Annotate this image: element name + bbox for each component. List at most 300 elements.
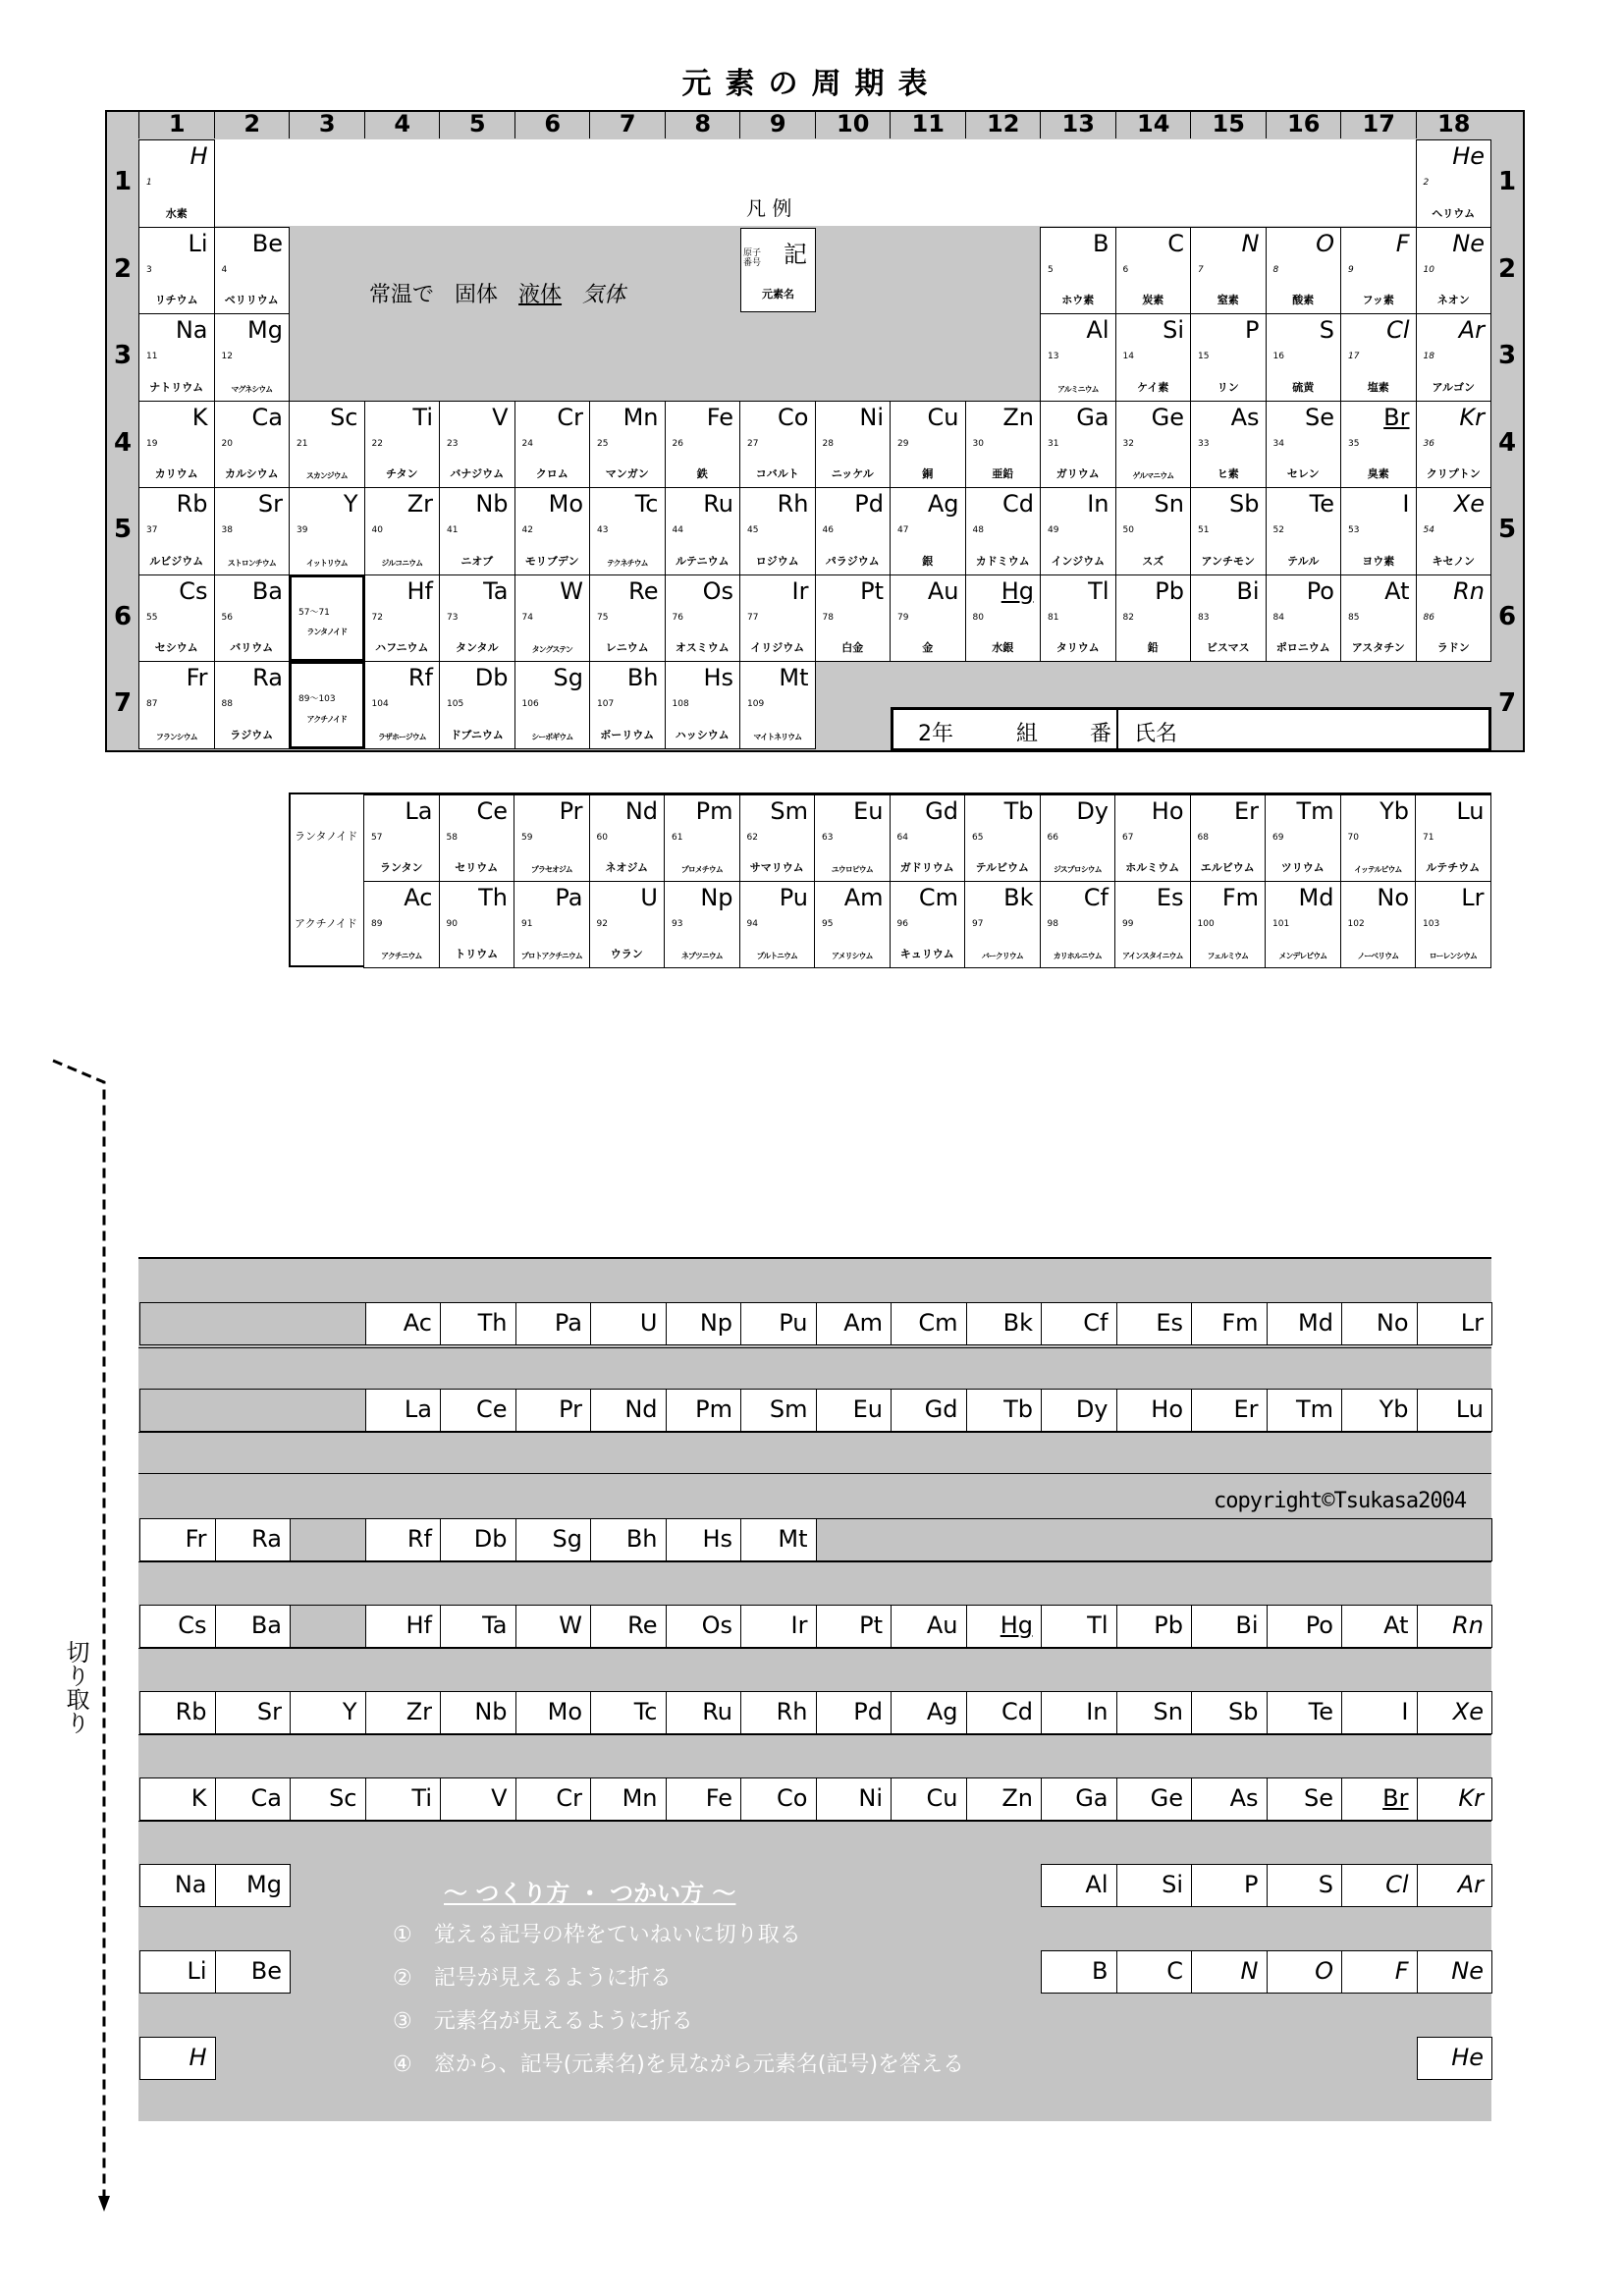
- element-symbol: Cu: [927, 403, 959, 431]
- cutout-symbol: Rh: [776, 1698, 808, 1725]
- cutout-cell-Sb[interactable]: [1191, 1691, 1268, 1734]
- cutout-cell-Cf[interactable]: [1041, 1302, 1117, 1345]
- cutout-cell-Cl[interactable]: [1341, 1864, 1418, 1907]
- element-cell-H: [138, 139, 215, 228]
- cutout-cell-P[interactable]: [1191, 1864, 1268, 1907]
- element-symbol: Tm: [1296, 797, 1334, 825]
- element-cell-Xe: [1416, 487, 1492, 575]
- atomic-number: 26: [672, 438, 683, 449]
- cutout-symbol: Y: [342, 1698, 357, 1725]
- element-name: ランタン: [379, 861, 423, 874]
- cutout-cell-Ir[interactable]: [740, 1605, 817, 1648]
- atomic-number: 34: [1272, 438, 1284, 449]
- cutout-cell-Sg[interactable]: [515, 1518, 592, 1561]
- element-name: ベリリウム: [224, 294, 279, 306]
- element-cell-アクチノイド: [289, 661, 365, 749]
- atomic-number: 65: [972, 833, 984, 843]
- element-name: ジスプロシウム: [1053, 865, 1102, 874]
- element-name: イッテルビウム: [1354, 865, 1402, 874]
- name-box[interactable]: [891, 707, 1491, 751]
- cutout-cell-W[interactable]: [515, 1605, 592, 1648]
- cutout-cell-As[interactable]: [1191, 1777, 1268, 1821]
- cutout-cell-Hg[interactable]: [966, 1605, 1043, 1648]
- cutout-cell-O[interactable]: [1267, 1950, 1343, 1994]
- atomic-number: 61: [672, 833, 683, 843]
- atomic-number: 86: [1423, 612, 1434, 623]
- cutout-cell-I[interactable]: [1341, 1691, 1418, 1734]
- element-name: コバルト: [755, 467, 799, 480]
- cutout-cell-Rf[interactable]: [365, 1518, 442, 1561]
- cutout-cell-Co[interactable]: [740, 1777, 817, 1821]
- cutout-cell-Cd[interactable]: [966, 1691, 1043, 1734]
- element-symbol: Cr: [557, 403, 583, 431]
- element-name: ポロニウム: [1275, 641, 1330, 654]
- cutout-cell-Ba[interactable]: [215, 1605, 292, 1648]
- element-name: スカンジウム: [305, 471, 348, 480]
- element-symbol: La: [405, 797, 433, 825]
- element-cell-Li: [138, 227, 215, 315]
- element-symbol: S: [1319, 316, 1334, 344]
- element-name: キセノン: [1432, 554, 1475, 568]
- instructions-heading: ～ つくり方 ・ つかい方 ～: [444, 1880, 736, 1907]
- element-name: ドブニウム: [450, 728, 504, 741]
- f-element-cell-Pu: [739, 881, 816, 968]
- cutout-cell-Ru[interactable]: [666, 1691, 742, 1734]
- atomic-number: 57: [371, 833, 383, 843]
- atomic-number: 108: [672, 699, 689, 709]
- element-cell-Re: [589, 574, 666, 663]
- group-header-13: 13: [1040, 110, 1116, 138]
- f-element-cell-U: [589, 881, 666, 968]
- sheet-divider: [138, 1648, 1491, 1649]
- atomic-number: 22: [371, 438, 383, 449]
- cutout-cell-Ge[interactable]: [1116, 1777, 1193, 1821]
- element-symbol: Mt: [779, 664, 809, 691]
- atomic-number: 14: [1122, 352, 1134, 361]
- element-cell-Ti: [364, 401, 441, 489]
- cutout-cell-K[interactable]: [139, 1777, 216, 1821]
- element-symbol: Sc: [330, 403, 358, 431]
- element-name: ジルコニウム: [381, 558, 423, 568]
- element-cell-Bh: [589, 661, 666, 749]
- atomic-number: 102: [1347, 919, 1365, 929]
- cutout-cell-Cu[interactable]: [891, 1777, 967, 1821]
- atomic-number: 58: [446, 833, 458, 843]
- element-cell-Ba: [214, 574, 291, 663]
- cutout-cell-Fm[interactable]: [1191, 1302, 1268, 1345]
- cutout-cell-S[interactable]: [1267, 1864, 1343, 1907]
- cutout-cell-Tm[interactable]: [1267, 1389, 1343, 1432]
- cutout-cell-Yb[interactable]: [1341, 1389, 1418, 1432]
- cutout-cell-Ca[interactable]: [215, 1777, 292, 1821]
- atomic-number: 47: [897, 525, 909, 535]
- cutout-cell-Th[interactable]: [440, 1302, 516, 1345]
- cutout-cell-Hs[interactable]: [666, 1518, 742, 1561]
- element-name: セリウム: [455, 861, 499, 874]
- cutout-blank: [139, 1389, 366, 1432]
- cutout-cell-Er[interactable]: [1191, 1389, 1268, 1432]
- element-symbol: Sr: [257, 490, 283, 518]
- cutout-cell-Nb[interactable]: [440, 1691, 516, 1734]
- atomic-number: 9: [1348, 264, 1354, 275]
- cutout-symbol: Ni: [858, 1784, 883, 1812]
- element-symbol: V: [492, 403, 509, 431]
- cutout-cell-Tl[interactable]: [1041, 1605, 1117, 1648]
- cutout-cell-Mo[interactable]: [515, 1691, 592, 1734]
- element-symbol: Ac: [404, 884, 433, 911]
- cutout-symbol: Tl: [1087, 1612, 1109, 1639]
- element-name: ネオン: [1436, 294, 1470, 306]
- element-cell-Ni: [815, 401, 892, 489]
- element-symbol: Th: [478, 884, 508, 911]
- cutout-cell-H[interactable]: [139, 2037, 216, 2080]
- cutout-cell-In[interactable]: [1041, 1691, 1117, 1734]
- cutout-cell-Zr[interactable]: [365, 1691, 442, 1734]
- atomic-number: 39: [297, 525, 308, 535]
- f-element-cell-Md: [1265, 881, 1341, 968]
- cutout-cell-Eu[interactable]: [816, 1389, 893, 1432]
- period-header-left-7: 7: [113, 688, 133, 718]
- atomic-number: 60: [596, 833, 608, 843]
- cutout-cell-Pa[interactable]: [515, 1302, 592, 1345]
- element-name: ヘリウム: [1432, 206, 1476, 220]
- element-symbol: Eu: [853, 797, 884, 825]
- element-cell-Cu: [890, 401, 966, 489]
- cutout-symbol: Er: [1233, 1395, 1259, 1423]
- cutout-symbol: Al: [1085, 1871, 1109, 1898]
- cutout-cell-U[interactable]: [590, 1302, 667, 1345]
- atomic-number: 20: [221, 438, 233, 449]
- cutout-cell-Pm[interactable]: [666, 1389, 742, 1432]
- element-cell-Hf: [364, 574, 441, 663]
- element-name: アンチモン: [1201, 554, 1256, 568]
- atomic-number: 74: [521, 612, 533, 623]
- atomic-number: 109: [747, 699, 765, 709]
- cutout-cell-Na[interactable]: [139, 1864, 216, 1907]
- atomic-number: 44: [672, 525, 683, 535]
- element-symbol: H: [189, 142, 208, 170]
- atomic-number: 42: [521, 525, 533, 535]
- cutout-cell-Mn[interactable]: [590, 1777, 667, 1821]
- atomic-number: 49: [1048, 525, 1059, 535]
- element-name: テルル: [1287, 554, 1320, 568]
- cutout-cell-Db[interactable]: [440, 1518, 516, 1561]
- atomic-number: 68: [1197, 833, 1209, 843]
- f-element-cell-Lr: [1415, 881, 1491, 968]
- cutout-cell-Ga[interactable]: [1041, 1777, 1117, 1821]
- element-symbol: Es: [1156, 884, 1184, 911]
- cutout-cell-No[interactable]: [1341, 1302, 1418, 1345]
- cutout-symbol: Os: [701, 1612, 732, 1639]
- element-cell-Os: [665, 574, 741, 663]
- element-symbol: P: [1245, 316, 1260, 344]
- period-header-left-5: 5: [113, 515, 133, 544]
- atomic-number: 30: [972, 438, 984, 449]
- cutout-cell-Xe[interactable]: [1417, 1691, 1493, 1734]
- element-cell-Mo: [514, 487, 591, 575]
- atomic-number: 88: [221, 699, 233, 709]
- cutout-symbol: I: [1401, 1698, 1409, 1725]
- cutout-cell-Ag[interactable]: [891, 1691, 967, 1734]
- cutout-cell-Rn[interactable]: [1417, 1605, 1493, 1648]
- element-cell-K: [138, 401, 215, 489]
- element-cell-Pt: [815, 574, 892, 663]
- cutout-cell-Sr[interactable]: [215, 1691, 292, 1734]
- cutout-symbol: Zr: [406, 1698, 432, 1725]
- cutout-cell-Bk[interactable]: [966, 1302, 1043, 1345]
- element-symbol: Br: [1383, 403, 1410, 431]
- element-cell-Cr: [514, 401, 591, 489]
- cutout-cell-Bh[interactable]: [590, 1518, 667, 1561]
- element-cell-Hs: [665, 661, 741, 749]
- cutout-cell-Ra[interactable]: [215, 1518, 292, 1561]
- element-symbol: Ra: [252, 664, 283, 691]
- element-name: スズ: [1142, 554, 1164, 568]
- atomic-number: 83: [1198, 612, 1210, 623]
- cutout-cell-Pd[interactable]: [816, 1691, 893, 1734]
- cutout-symbol: Lu: [1455, 1395, 1484, 1423]
- cutout-cell-Ce[interactable]: [440, 1389, 516, 1432]
- cutout-cell-Pt[interactable]: [816, 1605, 893, 1648]
- period-header-left-1: 1: [113, 167, 133, 196]
- atomic-number: 16: [1272, 352, 1284, 361]
- element-name: パラジウム: [825, 554, 880, 568]
- cutout-cell-Be[interactable]: [215, 1950, 292, 1994]
- element-name: 塩素: [1367, 380, 1389, 394]
- element-name: カリウム: [154, 467, 198, 480]
- cutout-cell-Kr[interactable]: [1417, 1777, 1493, 1821]
- element-cell-Fr: [138, 661, 215, 749]
- cutout-cell-Sn[interactable]: [1116, 1691, 1193, 1734]
- atomic-number: 93: [672, 919, 683, 929]
- cutout-cell-B[interactable]: [1041, 1950, 1117, 1994]
- period-header-right-2: 2: [1497, 253, 1517, 284]
- sheet-divider: [138, 1734, 1491, 1735]
- cutout-cell-Sc[interactable]: [290, 1777, 366, 1821]
- cutout-symbol: Eu: [852, 1395, 883, 1423]
- cutout-cell-Cs[interactable]: [139, 1605, 216, 1648]
- cutout-cell-Hf[interactable]: [365, 1605, 442, 1648]
- page-title: 元素の周期表: [681, 67, 942, 101]
- cutout-cell-Ni[interactable]: [816, 1777, 893, 1821]
- element-name: アメリシウム: [832, 952, 873, 960]
- cutout-cell-Bi[interactable]: [1191, 1605, 1268, 1648]
- cutout-cell-Li[interactable]: [139, 1950, 216, 1994]
- atomic-number: 71: [1423, 833, 1434, 843]
- element-name: ロジウム: [755, 554, 799, 568]
- element-name: 水素: [165, 206, 188, 220]
- cutout-cell-Si[interactable]: [1116, 1864, 1193, 1907]
- element-cell-Rn: [1416, 574, 1492, 663]
- cutout-symbol: Na: [174, 1871, 207, 1898]
- cutout-symbol: Yb: [1379, 1395, 1409, 1423]
- element-symbol: Ni: [859, 403, 884, 431]
- cutout-cell-Fe[interactable]: [666, 1777, 742, 1821]
- cutout-cell-Po[interactable]: [1267, 1605, 1343, 1648]
- cutout-symbol: V: [491, 1784, 508, 1812]
- cutout-blank: [290, 1605, 366, 1648]
- cutout-cell-Pb[interactable]: [1116, 1605, 1193, 1648]
- group-header-7: 7: [589, 110, 666, 138]
- cutout-cell-Am[interactable]: [816, 1302, 893, 1345]
- cutout-cell-Es[interactable]: [1116, 1302, 1193, 1345]
- cutout-symbol: Pa: [554, 1309, 582, 1337]
- cutout-symbol: Sm: [769, 1395, 808, 1423]
- atomic-number: 17: [1348, 352, 1360, 361]
- element-symbol: He: [1452, 142, 1485, 170]
- cutout-cell-La[interactable]: [365, 1389, 442, 1432]
- element-cell-Rb: [138, 487, 215, 575]
- instruction-step-3: ③ 元素名が見えるように折る: [393, 2009, 693, 2034]
- element-name: ルビジウム: [149, 554, 204, 568]
- cutout-cell-C[interactable]: [1116, 1950, 1193, 1994]
- cutout-cell-Mt[interactable]: [740, 1518, 817, 1561]
- cutout-cell-Fr[interactable]: [139, 1518, 216, 1561]
- cutout-cell-Ne[interactable]: [1417, 1950, 1493, 1994]
- cutout-cell-He[interactable]: [1417, 2037, 1493, 2080]
- cutout-cell-Au[interactable]: [891, 1605, 967, 1648]
- element-name: ニッケル: [831, 467, 874, 480]
- element-name: キュリウム: [899, 948, 954, 960]
- cutout-cell-Rh[interactable]: [740, 1691, 817, 1734]
- cutout-symbol: Nd: [624, 1395, 658, 1423]
- cutout-cell-N[interactable]: [1191, 1950, 1268, 1994]
- element-symbol: Bi: [1236, 576, 1260, 605]
- cutout-symbol: Ra: [251, 1525, 282, 1553]
- cutout-cell-V[interactable]: [440, 1777, 516, 1821]
- element-name: シーボギウム: [531, 732, 573, 741]
- cutout-cell-Tc[interactable]: [590, 1691, 667, 1734]
- element-symbol: Tl: [1088, 576, 1109, 605]
- cutout-cell-Se[interactable]: [1267, 1777, 1343, 1821]
- cutout-cell-Cm[interactable]: [891, 1302, 967, 1345]
- cutout-cell-F[interactable]: [1341, 1950, 1418, 1994]
- cutout-cell-Pu[interactable]: [740, 1302, 817, 1345]
- cutout-cell-Np[interactable]: [666, 1302, 742, 1345]
- cutout-cell-Rb[interactable]: [139, 1691, 216, 1734]
- element-name: トリウム: [455, 948, 499, 960]
- element-name: ヒ素: [1217, 467, 1239, 480]
- cutout-symbol: Ac: [403, 1309, 432, 1337]
- atomic-number: 12: [221, 352, 233, 361]
- atomic-number: 70: [1347, 833, 1359, 843]
- element-cell-Ga: [1040, 401, 1116, 489]
- f-element-cell-Ac: [363, 881, 440, 968]
- atomic-number: 10: [1423, 264, 1434, 275]
- element-cell-Cl: [1340, 313, 1417, 402]
- atomic-number: 23: [447, 438, 459, 449]
- cutout-cell-Zn[interactable]: [966, 1777, 1043, 1821]
- element-name: ネオジム: [605, 861, 649, 874]
- cutout-cell-Cr[interactable]: [515, 1777, 592, 1821]
- cutout-symbol: B: [1092, 1957, 1109, 1985]
- element-cell-Hg: [965, 574, 1042, 663]
- cutout-cell-Nd[interactable]: [590, 1389, 667, 1432]
- atomic-number: 28: [822, 438, 834, 449]
- cutout-cell-Al[interactable]: [1041, 1864, 1117, 1907]
- cutout-cell-Lu[interactable]: [1417, 1389, 1493, 1432]
- element-symbol: As: [1230, 403, 1260, 431]
- element-symbol: Er: [1233, 797, 1259, 825]
- cutout-cell-Y[interactable]: [290, 1691, 366, 1734]
- group-header-18: 18: [1416, 110, 1492, 138]
- cutout-cell-Md[interactable]: [1267, 1302, 1343, 1345]
- atomic-number: 4: [221, 264, 228, 275]
- element-cell-Po: [1266, 574, 1342, 663]
- element-symbol: Bk: [1003, 884, 1034, 911]
- element-symbol: Lr: [1461, 884, 1485, 911]
- cutout-cell-Ho[interactable]: [1116, 1389, 1193, 1432]
- group-header-5: 5: [439, 110, 515, 138]
- element-name: フッ素: [1362, 294, 1394, 306]
- atomic-number: 45: [747, 525, 759, 535]
- element-name: アクチノイド: [306, 714, 347, 724]
- atomic-number: 56: [221, 612, 233, 623]
- cutout-cell-Re[interactable]: [590, 1605, 667, 1648]
- cutout-cell-Sm[interactable]: [740, 1389, 817, 1432]
- element-symbol: Rn: [1453, 576, 1485, 605]
- cutout-cell-Dy[interactable]: [1041, 1389, 1117, 1432]
- cutout-symbol: Pt: [859, 1612, 883, 1639]
- element-name: 銀: [922, 554, 934, 568]
- element-symbol: U: [640, 884, 658, 911]
- cutout-symbol: Rf: [406, 1525, 432, 1553]
- cutout-cell-Ta[interactable]: [440, 1605, 516, 1648]
- element-symbol: Os: [702, 576, 733, 605]
- cutout-cell-Tb[interactable]: [966, 1389, 1043, 1432]
- element-cell-Fe: [665, 401, 741, 489]
- f-element-cell-Yb: [1340, 794, 1417, 882]
- atomic-number: 97: [972, 919, 984, 929]
- f-element-cell-Dy: [1040, 794, 1116, 882]
- cutout-cell-Br[interactable]: [1341, 1777, 1418, 1821]
- element-name: ノーベリウム: [1357, 952, 1399, 960]
- element-cell-Tl: [1040, 574, 1116, 663]
- element-cell-Ca: [214, 401, 291, 489]
- cutout-cell-At[interactable]: [1341, 1605, 1418, 1648]
- cutout-cell-Lr[interactable]: [1417, 1302, 1493, 1345]
- element-cell-Kr: [1416, 401, 1492, 489]
- cutout-cell-Os[interactable]: [666, 1605, 742, 1648]
- cutout-symbol: Dy: [1075, 1395, 1109, 1423]
- element-name: オスミウム: [675, 641, 730, 654]
- cutout-cell-Te[interactable]: [1267, 1691, 1343, 1734]
- cutout-cell-Ti[interactable]: [365, 1777, 442, 1821]
- element-cell-Ne: [1416, 227, 1492, 315]
- atomic-number: 6: [1122, 264, 1129, 275]
- cutout-cell-Ar[interactable]: [1417, 1864, 1493, 1907]
- cutout-cell-Pr[interactable]: [515, 1389, 592, 1432]
- cutout-symbol: Sb: [1228, 1698, 1259, 1725]
- atomic-number: 95: [822, 919, 834, 929]
- element-name: アインスタイニウム: [1122, 952, 1183, 960]
- element-symbol: Ho: [1151, 797, 1184, 825]
- atomic-number: 21: [297, 438, 308, 449]
- element-name: ゲルマニウム: [1132, 471, 1174, 480]
- element-cell-Ta: [439, 574, 515, 663]
- cutout-cell-Ac[interactable]: [365, 1302, 442, 1345]
- cutout-symbol: Au: [926, 1612, 958, 1639]
- element-name: ローレンシウム: [1429, 952, 1477, 960]
- element-cell-Zn: [965, 401, 1042, 489]
- group-header-17: 17: [1340, 110, 1417, 138]
- element-symbol: Mg: [247, 316, 283, 344]
- atomic-number: 62: [746, 833, 758, 843]
- element-name: タンタル: [455, 641, 499, 654]
- cutout-cell-Gd[interactable]: [891, 1389, 967, 1432]
- f-element-cell-Ho: [1114, 794, 1191, 882]
- cutout-cell-Mg[interactable]: [215, 1864, 292, 1907]
